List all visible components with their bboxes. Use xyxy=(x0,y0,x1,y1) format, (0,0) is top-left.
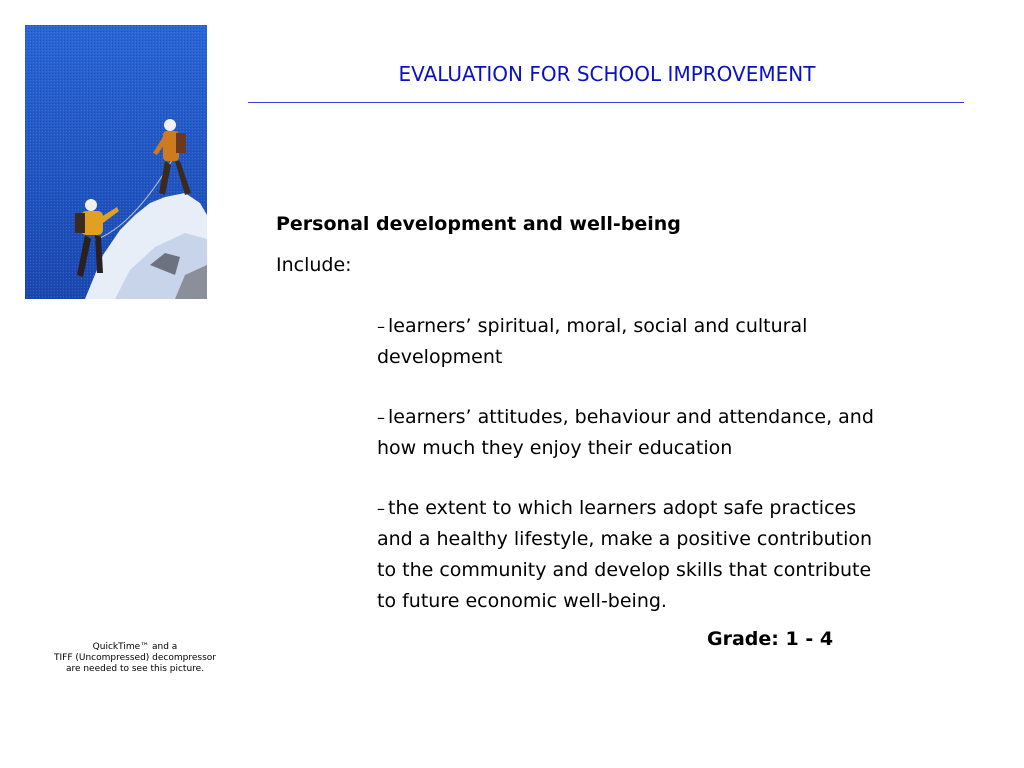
title-divider xyxy=(248,102,964,103)
bullet-line xyxy=(377,493,922,524)
section-heading: Personal development and well-being xyxy=(276,213,681,235)
dash-icon: – xyxy=(377,317,385,336)
dash-icon: – xyxy=(377,408,385,427)
include-label: Include: xyxy=(276,254,352,276)
bullet-text: the extent to which learners adopt safe practices xyxy=(388,497,857,519)
bullet-item xyxy=(377,311,922,373)
bullet-text: learners’ spiritual, moral, social and cultural xyxy=(388,315,808,337)
bullet-item xyxy=(377,493,922,617)
quicktime-line: QuickTime™ and a xyxy=(92,642,178,652)
bullet-line: to future economic well-being. xyxy=(377,590,667,612)
bullet-text: learners’ attitudes, behaviour and attendance, and xyxy=(388,406,874,428)
quicktime-line: are needed to see this picture. xyxy=(65,664,205,674)
quicktime-line: TIFF (Uncompressed) decompressor xyxy=(54,653,216,663)
slide-title: EVALUATION FOR SCHOOL IMPROVEMENT xyxy=(398,62,816,86)
bullet-line: to the community and develop skills that contribute xyxy=(377,559,872,581)
climbers-photo xyxy=(25,25,207,299)
quicktime-placeholder xyxy=(30,642,240,675)
bullet-line: and a healthy lifestyle, make a positive contribution xyxy=(377,528,873,550)
bullet-line xyxy=(377,402,922,433)
grade-label: Grade: 1 - 4 xyxy=(707,628,834,650)
bullet-line: development xyxy=(377,346,503,368)
bullet-item xyxy=(377,402,922,464)
bullet-line xyxy=(377,311,922,342)
dash-icon: – xyxy=(377,499,385,518)
bullet-line: how much they enjoy their education xyxy=(377,437,733,459)
